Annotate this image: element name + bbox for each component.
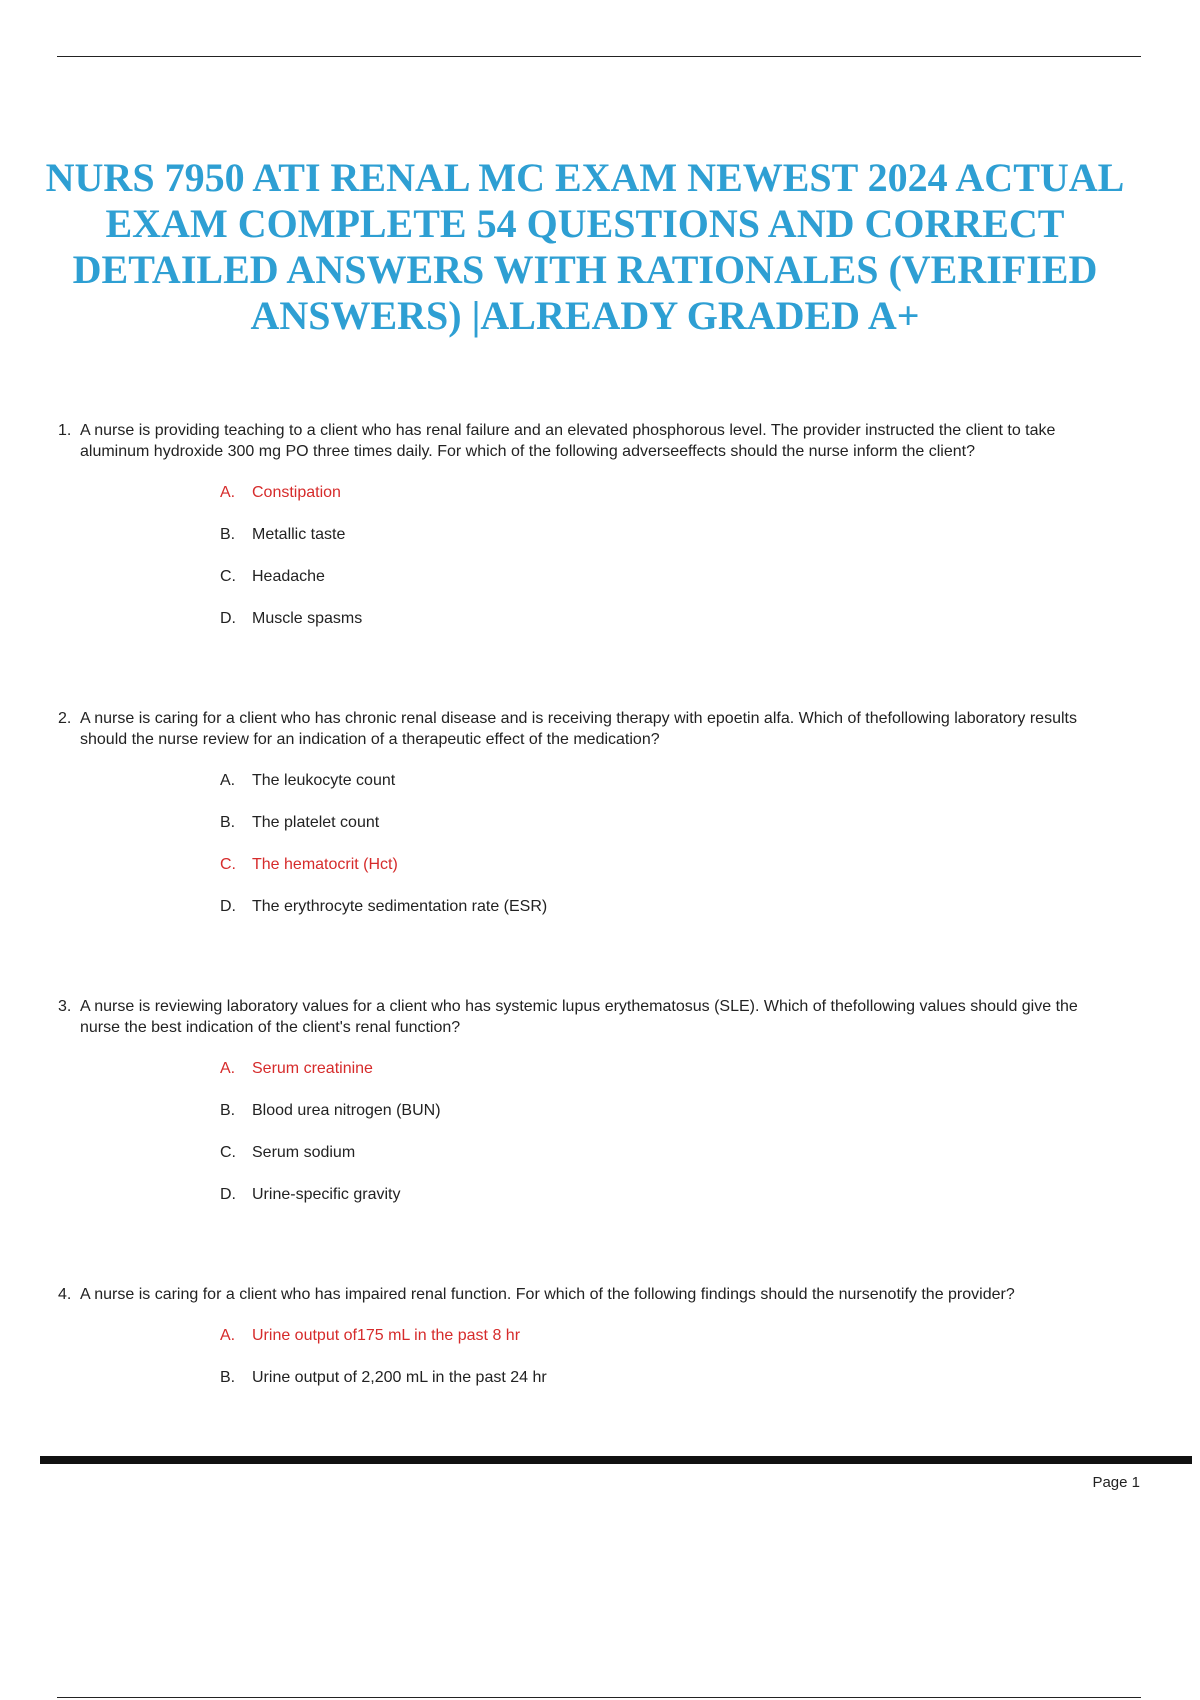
question-list — [58, 420, 1098, 1455]
option-text: Urine output of 2,200 mL in the past 24 hr — [252, 1369, 547, 1386]
answer-option — [220, 812, 1098, 834]
option-letter: B. — [220, 1369, 236, 1386]
question-text: A nurse is caring for a client who has impaired renal function. For which of the following findings should the nursenotify the provider? — [80, 1286, 1015, 1303]
option-text: Serum creatinine — [252, 1060, 373, 1077]
option-text: Muscle spasms — [252, 610, 363, 627]
top-rule — [57, 56, 1141, 57]
answer-options — [58, 1325, 1098, 1389]
question-number: 3. — [58, 998, 72, 1015]
option-letter: B. — [220, 1102, 236, 1119]
option-letter: C. — [220, 1144, 236, 1161]
answer-option-correct — [220, 1325, 1098, 1347]
option-text: Metallic taste — [252, 526, 346, 543]
question-text: A nurse is caring for a client who has chronic renal disease and is receiving therapy with epoetin alfa. Which of thefollowing laboratory results should the nurse review for an indication of a therapeutic effect of the medication? — [80, 710, 1077, 748]
question-text: A nurse is providing teaching to a client who has renal failure and an elevated phosphorous level. The provider instructed the client to take aluminum hydroxide 300 mg PO three times daily. For which of the following adverseeffects should the nurse inform the client? — [80, 422, 1056, 460]
option-letter: D. — [220, 610, 236, 627]
answer-option — [220, 524, 1098, 546]
option-letter: A. — [220, 772, 236, 789]
answer-option — [220, 1142, 1098, 1164]
document-title: NURS 7950 ATI RENAL MC EXAM NEWEST 2024 ACTUAL EXAM COMPLETE 54 QUESTIONS AND CORRECT DETAILED ANSWERS WITH RATIONALES (VERIFIED ANSWERS) |ALREADY GRADED A+ — [45, 155, 1125, 338]
option-text: Blood urea nitrogen (BUN) — [252, 1102, 441, 1119]
page-footer-bar — [40, 1456, 1192, 1464]
answer-option — [220, 1367, 1098, 1389]
option-text: Serum sodium — [252, 1144, 356, 1161]
question-stem — [58, 1284, 1098, 1305]
option-text: The erythrocyte sedimentation rate (ESR) — [252, 898, 548, 915]
answer-option — [220, 566, 1098, 588]
question-4 — [58, 1284, 1098, 1389]
page-number: Page 1 — [1092, 1474, 1140, 1491]
question-stem — [58, 420, 1098, 462]
question-number: 4. — [58, 1286, 72, 1303]
answer-option-correct — [220, 854, 1098, 876]
question-number: 1. — [58, 422, 72, 439]
option-letter: A. — [220, 1060, 236, 1077]
option-text: Headache — [252, 568, 325, 585]
answer-option-correct — [220, 482, 1098, 504]
answer-options — [58, 1058, 1098, 1206]
option-text: Urine-specific gravity — [252, 1186, 401, 1203]
answer-option — [220, 608, 1098, 630]
option-letter: A. — [220, 484, 236, 501]
answer-option — [220, 1100, 1098, 1122]
answer-options — [58, 482, 1098, 630]
question-stem — [58, 996, 1098, 1038]
option-letter: D. — [220, 1186, 236, 1203]
bottom-rule — [57, 1697, 1141, 1698]
question-2 — [58, 708, 1098, 918]
option-letter: B. — [220, 526, 236, 543]
option-letter: C. — [220, 568, 236, 585]
question-stem — [58, 708, 1098, 750]
option-text: Constipation — [252, 484, 341, 501]
question-3 — [58, 996, 1098, 1206]
answer-option-correct — [220, 1058, 1098, 1080]
option-letter: A. — [220, 1327, 236, 1344]
answer-option — [220, 1184, 1098, 1206]
option-letter: D. — [220, 898, 236, 915]
question-text: A nurse is reviewing laboratory values for a client who has systemic lupus erythematosus (SLE). Which of thefollowing values should give the nurse the best indication of the client's renal function? — [80, 998, 1078, 1036]
answer-option — [220, 896, 1098, 918]
option-text: The platelet count — [252, 814, 380, 831]
question-1 — [58, 420, 1098, 630]
option-letter: B. — [220, 814, 236, 831]
question-number: 2. — [58, 710, 72, 727]
option-text: Urine output of175 mL in the past 8 hr — [252, 1327, 521, 1344]
option-text: The hematocrit (Hct) — [252, 856, 398, 873]
option-letter: C. — [220, 856, 236, 873]
answer-option — [220, 770, 1098, 792]
answer-options — [58, 770, 1098, 918]
option-text: The leukocyte count — [252, 772, 396, 789]
